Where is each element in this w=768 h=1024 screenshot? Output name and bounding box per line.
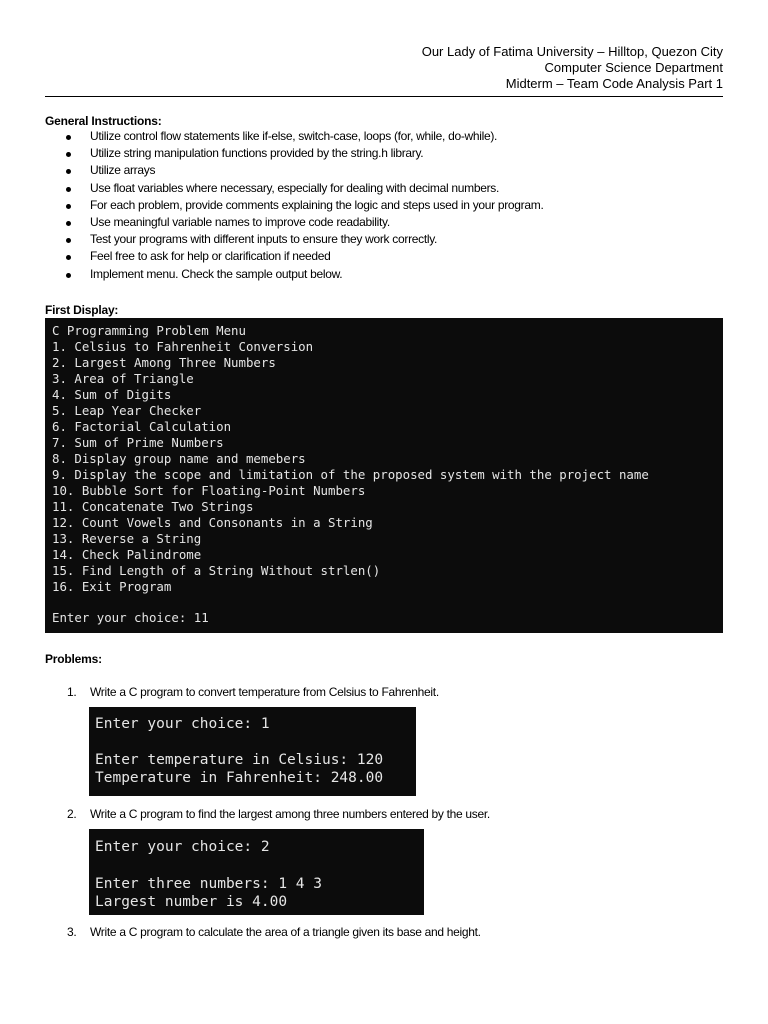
first-display-title: First Display:: [45, 303, 119, 317]
console-line: Temperature in Fahrenheit: 248.00: [95, 770, 384, 786]
document-header: [422, 44, 723, 92]
problem-text: Write a C program to calculate the area of a triangle given its base and height.: [90, 925, 481, 939]
choice-prompt: Enter your choice: 11: [52, 610, 209, 625]
header-divider: [45, 96, 723, 97]
department-line: Computer Science Department: [544, 60, 723, 75]
bullet-icon: [66, 255, 71, 260]
menu-option: 15. Find Length of a String Without strlen(): [52, 563, 381, 578]
menu-option: 1. Celsius to Fahrenheit Conversion: [52, 339, 314, 354]
list-item: Use float variables where necessary, especially for dealing with decimal numbers.: [62, 180, 544, 197]
menu-console: [45, 318, 723, 633]
menu-option: 16. Exit Program: [52, 579, 172, 594]
list-item: Use meaningful variable names to improve code readability.: [62, 214, 544, 231]
problem-text: Write a C program to convert temperature from Celsius to Fahrenheit.: [90, 685, 439, 699]
bullet-icon: [66, 273, 71, 278]
problem-2: [67, 807, 490, 821]
instructions-title: General Instructions:: [45, 114, 162, 128]
menu-option: 3. Area of Triangle: [52, 371, 194, 386]
problem-text: Write a C program to find the largest among three numbers entered by the user.: [90, 807, 490, 821]
menu-option: 14. Check Palindrome: [52, 547, 202, 562]
university-line: Our Lady of Fatima University – Hilltop, Quezon City: [421, 44, 723, 59]
list-item: Implement menu. Check the sample output below.: [62, 266, 544, 283]
bullet-icon: [66, 238, 71, 243]
console-line: Enter your choice: 1: [95, 716, 270, 732]
list-item: Test your programs with different inputs to ensure they work correctly.: [62, 231, 544, 248]
problem-number: 3.: [67, 925, 77, 939]
menu-option: 10. Bubble Sort for Floating-Point Numbers: [52, 483, 366, 498]
problem-1: [67, 685, 439, 699]
menu-option: 7. Sum of Prime Numbers: [52, 435, 224, 450]
bullet-icon: [66, 169, 71, 174]
bullet-icon: [66, 204, 71, 209]
console-line: Largest number is 4.00: [95, 894, 288, 910]
console-line: Enter three numbers: 1 4 3: [95, 876, 322, 892]
bullet-icon: [66, 187, 71, 192]
menu-option: 12. Count Vowels and Consonants in a String: [52, 515, 373, 530]
list-item: Utilize control flow statements like if-else, switch-case, loops (for, while, do-while).: [62, 128, 544, 145]
problems-title: Problems:: [45, 652, 102, 666]
menu-option: 5. Leap Year Checker: [52, 403, 202, 418]
problem-2-console: [89, 829, 424, 915]
problem-1-console: [89, 707, 416, 796]
instructions-list: [62, 128, 544, 283]
console-line: Enter your choice: 2: [95, 839, 270, 855]
bullet-icon: [66, 152, 71, 157]
problem-number: 2.: [67, 807, 77, 821]
menu-option: 2. Largest Among Three Numbers: [52, 355, 276, 370]
menu-option: 11. Concatenate Two Strings: [52, 499, 254, 514]
menu-option: 9. Display the scope and limitation of the proposed system with the project name: [52, 467, 649, 482]
list-item: Feel free to ask for help or clarification if needed: [62, 248, 544, 265]
bullet-icon: [66, 221, 71, 226]
console-line: Enter temperature in Celsius: 120: [95, 752, 384, 768]
problem-number: 1.: [67, 685, 77, 699]
list-item: For each problem, provide comments explaining the logic and steps used in your program.: [62, 197, 544, 214]
menu-option: 8. Display group name and memebers: [52, 451, 306, 466]
menu-option: 13. Reverse a String: [52, 531, 202, 546]
problem-3: [67, 925, 481, 939]
exam-title-line: Midterm – Team Code Analysis Part 1: [505, 76, 723, 91]
menu-title: C Programming Problem Menu: [52, 323, 246, 338]
menu-option: 6. Factorial Calculation: [52, 419, 232, 434]
list-item: Utilize arrays: [62, 162, 544, 179]
menu-option: 4. Sum of Digits: [52, 387, 172, 402]
list-item: Utilize string manipulation functions provided by the string.h library.: [62, 145, 544, 162]
bullet-icon: [66, 135, 71, 140]
